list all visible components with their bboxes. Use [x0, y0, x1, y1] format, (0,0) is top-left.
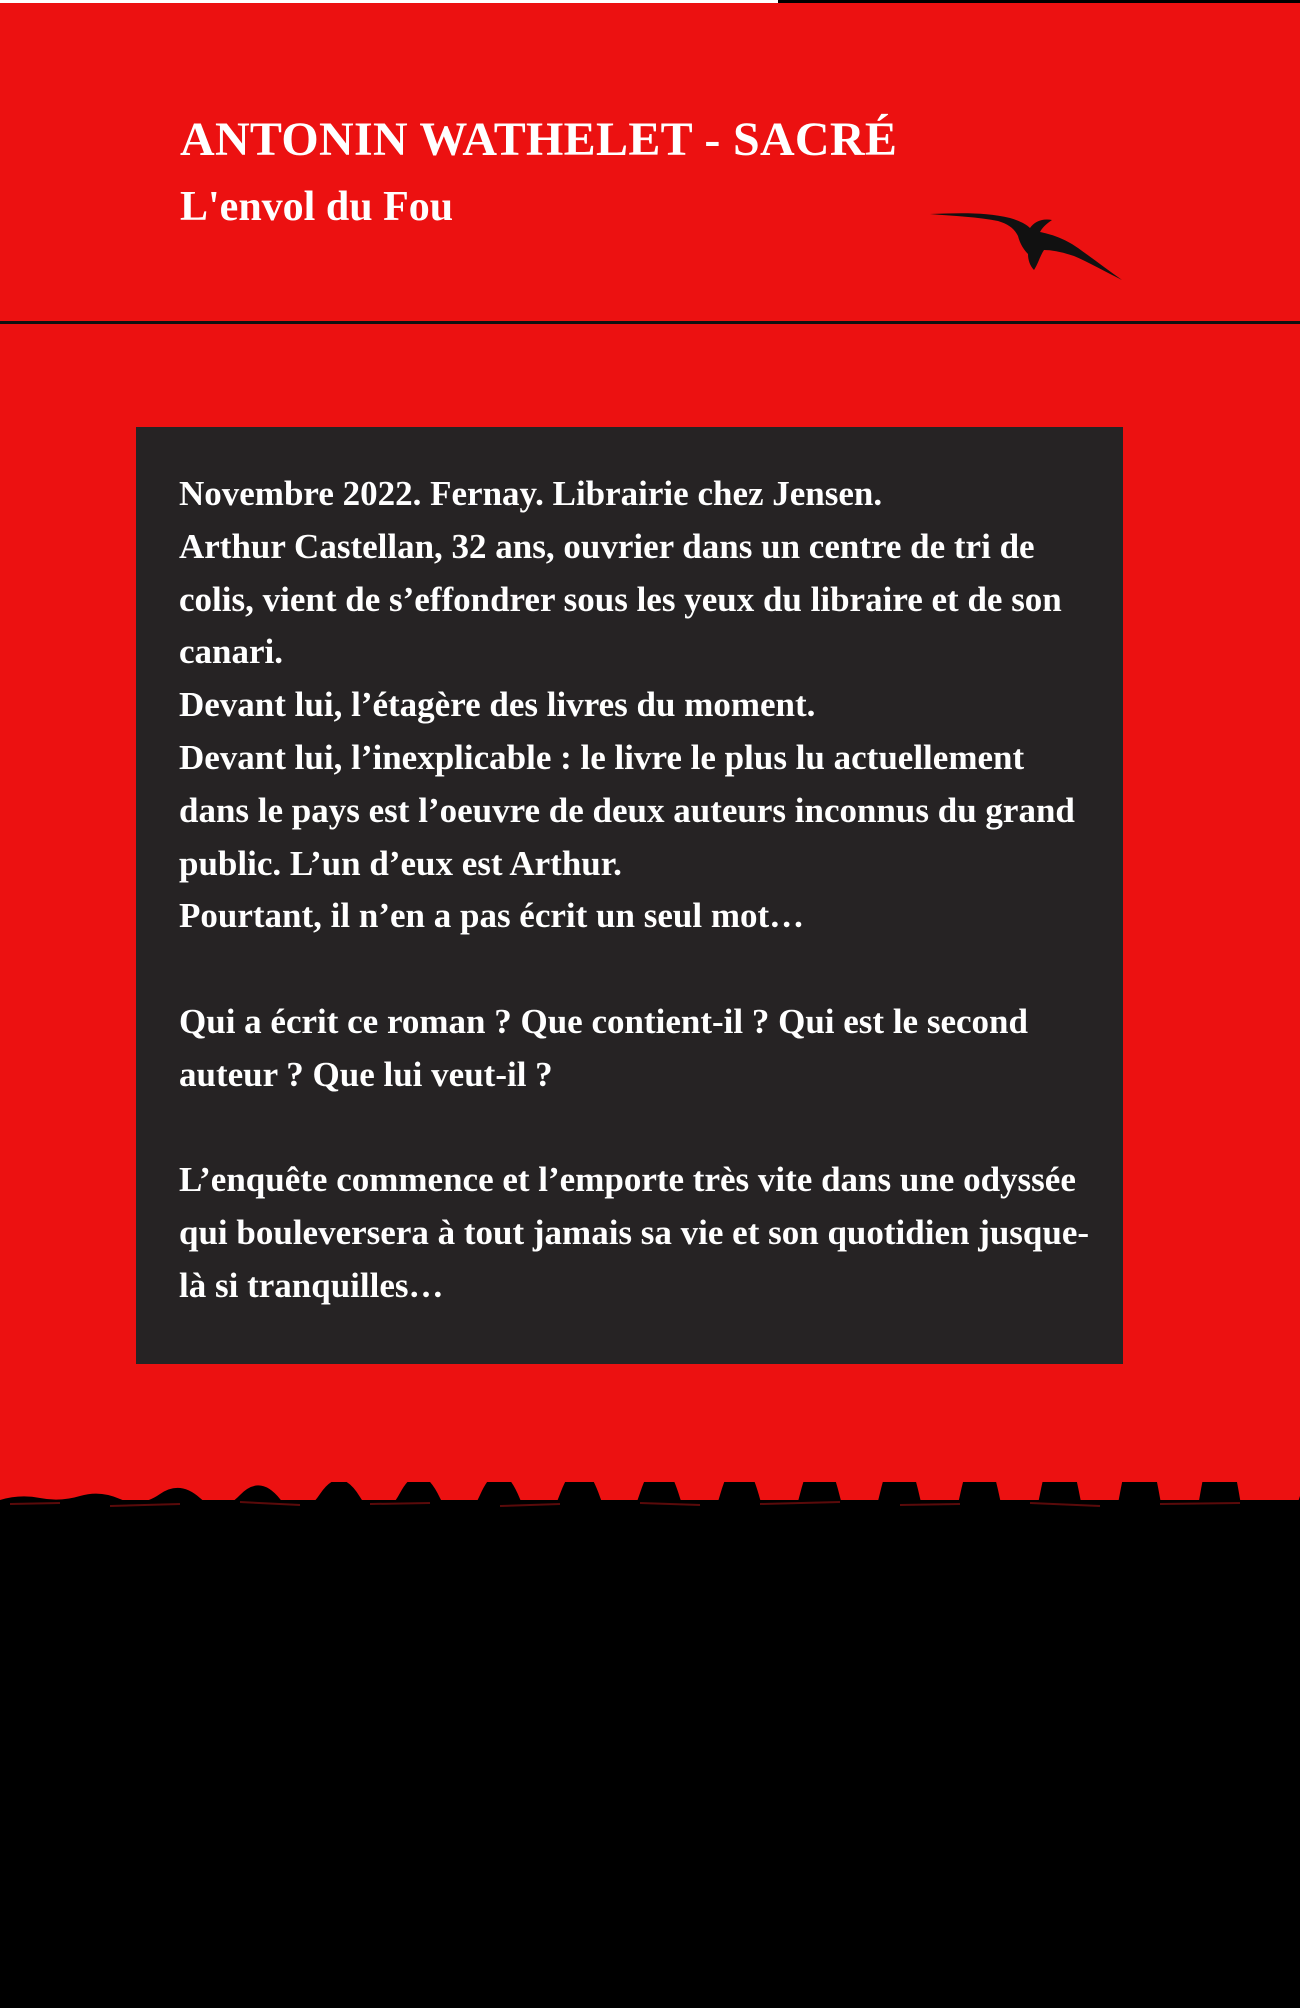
blurb-closing: L’enquête commence et l’emporte très vite dans une odyssée qui bouleversera à tout jamais sa vie et son quotidien jusque-là si tranquilles… [179, 1160, 1090, 1305]
paragraph-gap [179, 943, 1099, 996]
blurb-text [179, 468, 1099, 1313]
ground-rough-edge [0, 1482, 1300, 1522]
book-title: L'envol du Fou [180, 184, 454, 230]
blurb-line: Pourtant, il n’en a pas écrit un seul mot… [179, 896, 805, 936]
paragraph-gap [179, 1102, 1099, 1155]
blurb-line: Devant lui, l’étagère des livres du moment. [179, 685, 816, 725]
blurb-line: Arthur Castellan, 32 ans, ouvrier dans un centre de tri de colis, vient de s’effondrer sous les yeux du libraire et de son canari. [179, 526, 1062, 672]
blurb-questions: Qui a écrit ce roman ? Que contient-il ? Qui est le second auteur ? Que lui veut-il ? [179, 1001, 1028, 1094]
black-ground [0, 1500, 1300, 2008]
blurb-box [136, 427, 1123, 1364]
horizon-line [0, 321, 1300, 324]
author-name: ANTONIN WATHELET - SACRÉ [180, 113, 898, 166]
blurb-line: Devant lui, l’inexplicable : le livre le plus lu actuellement dans le pays est l’oeuvre de deux auteurs inconnus du grand public. L’un d’eux est Arthur. [179, 737, 1075, 883]
bird-silhouette-icon [928, 204, 1124, 284]
blurb-line: Novembre 2022. Fernay. Librairie chez Jensen. [179, 474, 883, 513]
